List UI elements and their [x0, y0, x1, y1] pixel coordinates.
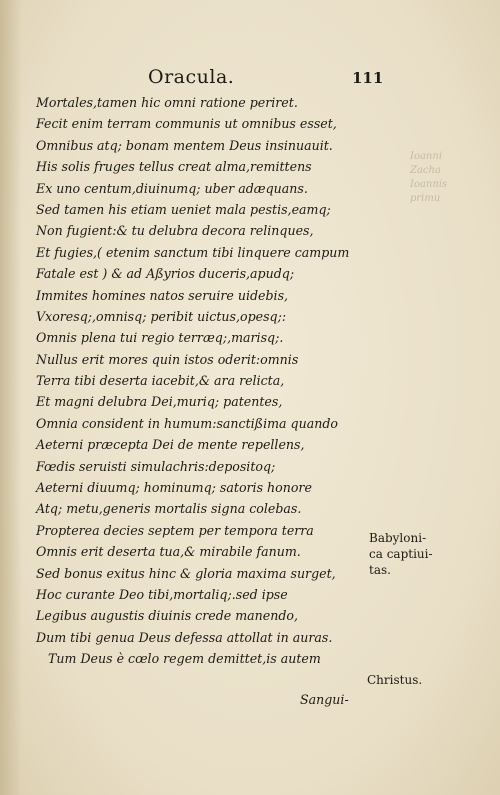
catchword: Sangui- — [300, 692, 349, 707]
verse-line: Sed tamen his etiam ueniet mala pestis,eamq; — [36, 201, 331, 217]
running-title: Oracula. — [148, 66, 235, 88]
verse-line: Vxoresq;,omnisq; peribit uictus,opesq;: — [36, 308, 287, 324]
margin-note-babylon — [369, 530, 449, 578]
verse-line: Et magni delubra Dei,muriq; patentes, — [36, 394, 283, 410]
verse-line: Non fugient:& tu delubra decora relinques, — [36, 223, 314, 239]
verse-line: Omnia consident in humum:sanctißima quando — [36, 415, 338, 431]
verse-line: Atq; metu,generis mortalis signa colebas. — [36, 501, 302, 517]
verse-line: Fatale est ) & ad Aßyrios duceris,apudq; — [36, 266, 295, 282]
bleed-through-text: Ioanni Zacha Ioannis primu — [410, 151, 448, 204]
verse-line: Tum Deus è cœlo regem demittet,is autem — [48, 651, 321, 667]
verse-line: Omnis plena tui regio terræq;,marisq;. — [36, 330, 284, 346]
verse-line: Omnibus atq; bonam mentem Deus insinuauit. — [36, 137, 333, 153]
verse-line: Fœdis seruisti simulachris:depositoq; — [36, 458, 276, 474]
verse-line: Mortales,tamen hic omni ratione periret. — [36, 95, 298, 110]
margin-note-line: tas. — [369, 563, 391, 577]
verse-line: Terra tibi deserta iacebit,& ara relicta, — [36, 373, 285, 389]
verse-line: Propterea decies septem per tempora terra — [36, 522, 314, 538]
verse-text — [36, 92, 366, 670]
verse-line: Dum tibi genua Deus defessa attollat in auras. — [36, 629, 333, 645]
verse-line: Sed bonus exitus hinc & gloria maxima surget, — [36, 565, 336, 581]
margin-note-christus: Christus. — [367, 673, 423, 687]
verse-line: Omnis erit deserta tua,& mirabile fanum. — [36, 544, 301, 560]
verse-line: His solis fruges tellus creat alma,remittens — [36, 159, 312, 175]
verse-line: Aeterni præcepta Dei de mente repellens, — [36, 437, 305, 453]
verse-line: Aeterni diuumq; hominumq; satoris honore — [36, 480, 312, 496]
verse-line: Et fugies,( etenim sanctum tibi linquere campum — [36, 244, 350, 260]
verse-line: Legibus augustis diuinis crede manendo, — [36, 608, 299, 624]
verse-line: Hoc curante Deo tibi,mortaliq;.sed ipse — [36, 586, 288, 602]
margin-note-line: ca captiui- — [369, 547, 433, 561]
folio-number: 111 — [352, 69, 384, 87]
verse-line: Ex uno centum,diuinumq; uber adæquans. — [36, 180, 308, 196]
margin-note-line: Babyloni- — [369, 531, 427, 545]
page-header — [0, 66, 500, 90]
verse-line: Fecit enim terram communis ut omnibus esset, — [36, 116, 337, 132]
verse-line: Immites homines natos seruire uidebis, — [36, 287, 289, 303]
verse-line: Nullus erit mores quin istos oderit:omnis — [36, 351, 299, 367]
gutter-shadow — [0, 0, 22, 795]
